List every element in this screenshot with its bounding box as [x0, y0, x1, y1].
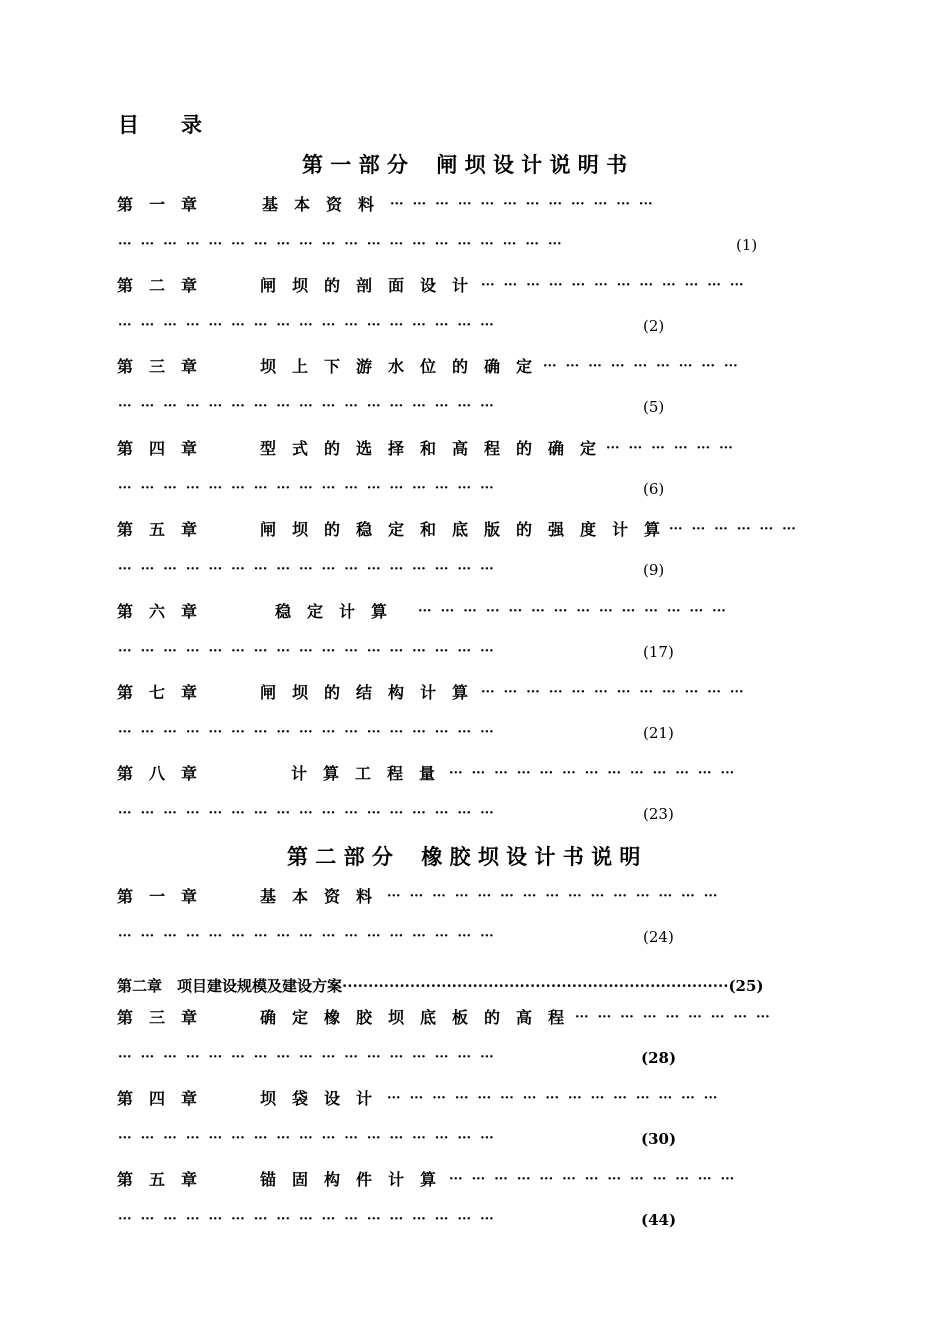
- leader-dots: ··· ··· ··· ··· ··· ··· ··· ··· ··· ··· ··· ··· ··· ··· ··· ··· ··· ··· ··· ···: [118, 237, 562, 252]
- leader-dots: ··· ··· ··· ··· ··· ··· ··· ··· ··· ··· ··· ··· ··· ··· ··· ··· ···: [118, 725, 494, 740]
- leader-dots: ··· ··· ··· ··· ··· ···: [606, 441, 733, 456]
- leader-dots: ··· ··· ··· ··· ··· ··· ··· ··· ···: [575, 1010, 770, 1025]
- page-number: (24): [643, 928, 674, 946]
- chapter-title: 坝 上 下 游 水 位 的 确 定: [260, 357, 533, 376]
- leader-dots: ··· ··· ··· ··· ··· ··· ··· ··· ··· ··· ··· ··· ··· ··· ··· ··· ···: [118, 562, 494, 577]
- page-number: (2): [643, 317, 665, 335]
- chapter-number: 第 四 章: [117, 439, 198, 458]
- toc-entry-p2-ch2: 第二章 项目建设规模及建设方案··········································································(25): [117, 977, 764, 995]
- chapter-number: 第 一 章: [117, 887, 198, 906]
- leader-dots: ··· ··· ··· ··· ··· ··· ··· ··· ··· ··· ··· ··· ··· ··· ··· ··· ···: [118, 1131, 494, 1146]
- chapter-title: 基 本 资 料: [262, 195, 375, 214]
- chapter-title: 闸 坝 的 稳 定 和 底 版 的 强 度 计 算: [260, 520, 661, 539]
- chapter-title: 稳 定 计 算: [275, 602, 388, 621]
- chapter-title: 计 算 工 程 量: [291, 764, 436, 783]
- page-number: (44): [641, 1211, 677, 1229]
- chapter-number: 第 七 章: [117, 683, 198, 702]
- chapter-title: 闸 坝 的 剖 面 设 计: [260, 276, 469, 295]
- leader-dots: ··· ··· ··· ··· ··· ··· ··· ··· ··· ··· ··· ··· ···: [449, 766, 735, 781]
- leader-dots: ··· ··· ··· ··· ··· ··· ··· ··· ··· ··· ··· ···: [390, 197, 653, 212]
- page-number: (6): [643, 480, 665, 498]
- leader-dots: ··· ··· ··· ··· ··· ··· ··· ··· ···: [543, 359, 738, 374]
- page-number: (23): [643, 805, 674, 823]
- page-number: (30): [641, 1130, 677, 1148]
- chapter-number: 第 八 章: [117, 764, 198, 783]
- chapter-title: 基 本 资 料: [260, 887, 373, 906]
- chapter-number: 第 一 章: [117, 195, 198, 214]
- leader-dots: ··· ··· ··· ··· ··· ··· ··· ··· ··· ··· ··· ··· ··· ··· ··· ··· ···: [118, 644, 494, 659]
- chapter-number: 第 五 章: [117, 1170, 198, 1189]
- leader-dots: ··· ··· ··· ··· ··· ··· ··· ··· ··· ··· ··· ··· ··· ··· ··· ··· ···: [118, 481, 494, 496]
- part2-title: 第 二 部 分 橡 胶 坝 设 计 书 说 明: [287, 844, 641, 869]
- leader-dots: ··· ··· ··· ··· ··· ··· ··· ··· ··· ··· ··· ··· ··· ··· ···: [387, 1091, 718, 1106]
- page-number: (28): [641, 1049, 677, 1067]
- chapter-number: 第 六 章: [117, 602, 198, 621]
- leader-dots: ··· ··· ··· ··· ··· ··· ··· ··· ··· ··· ··· ··· ··· ··· ··· ··· ···: [118, 806, 494, 821]
- page-number: (21): [643, 724, 674, 742]
- leader-dots: ··· ··· ··· ··· ··· ··· ··· ··· ··· ··· ··· ··· ··· ··· ··· ··· ···: [118, 318, 494, 333]
- chapter-title: 型 式 的 选 择 和 高 程 的 确 定: [260, 439, 597, 458]
- page-number: (5): [643, 398, 665, 416]
- page-number: (17): [643, 643, 674, 661]
- leader-dots: ··· ··· ··· ··· ··· ··· ··· ··· ··· ··· ··· ···: [481, 685, 744, 700]
- chapter-number: 第 三 章: [117, 1008, 198, 1027]
- chapter-number: 第 三 章: [117, 357, 198, 376]
- chapter-title: 坝 袋 设 计: [260, 1089, 373, 1108]
- page-number: (9): [643, 561, 665, 579]
- leader-dots: ··· ··· ··· ··· ··· ··· ··· ··· ··· ··· ··· ··· ··· ··· ···: [387, 889, 718, 904]
- leader-dots: ··· ··· ··· ··· ··· ··· ··· ··· ··· ··· ··· ··· ···: [449, 1172, 735, 1187]
- leader-dots: ··· ··· ··· ··· ··· ··· ··· ··· ··· ··· ··· ··· ··· ··· ··· ··· ···: [118, 1212, 494, 1227]
- chapter-number: 第 二 章: [117, 276, 198, 295]
- chapter-title: 锚 固 构 件 计 算: [260, 1170, 437, 1189]
- part1-title: 第 一 部 分 闸 坝 设 计 说 明 书: [302, 152, 628, 177]
- leader-dots: ··· ··· ··· ··· ··· ··· ··· ··· ··· ··· ··· ··· ··· ···: [418, 604, 726, 619]
- toc-heading: 目 录: [118, 112, 202, 137]
- leader-dots: ··· ··· ··· ··· ··· ··· ··· ··· ··· ··· ··· ···: [481, 278, 744, 293]
- leader-dots: ··· ··· ··· ··· ··· ···: [669, 522, 796, 537]
- chapter-number: 第 四 章: [117, 1089, 198, 1108]
- leader-dots: ··· ··· ··· ··· ··· ··· ··· ··· ··· ··· ··· ··· ··· ··· ··· ··· ···: [118, 399, 494, 414]
- chapter-title: 确 定 橡 胶 坝 底 板 的 高 程: [260, 1008, 565, 1027]
- chapter-title: 闸 坝 的 结 构 计 算: [260, 683, 469, 702]
- page-number: (1): [736, 236, 758, 254]
- leader-dots: ··· ··· ··· ··· ··· ··· ··· ··· ··· ··· ··· ··· ··· ··· ··· ··· ···: [118, 1050, 494, 1065]
- leader-dots: ··· ··· ··· ··· ··· ··· ··· ··· ··· ··· ··· ··· ··· ··· ··· ··· ···: [118, 929, 494, 944]
- chapter-number: 第 五 章: [117, 520, 198, 539]
